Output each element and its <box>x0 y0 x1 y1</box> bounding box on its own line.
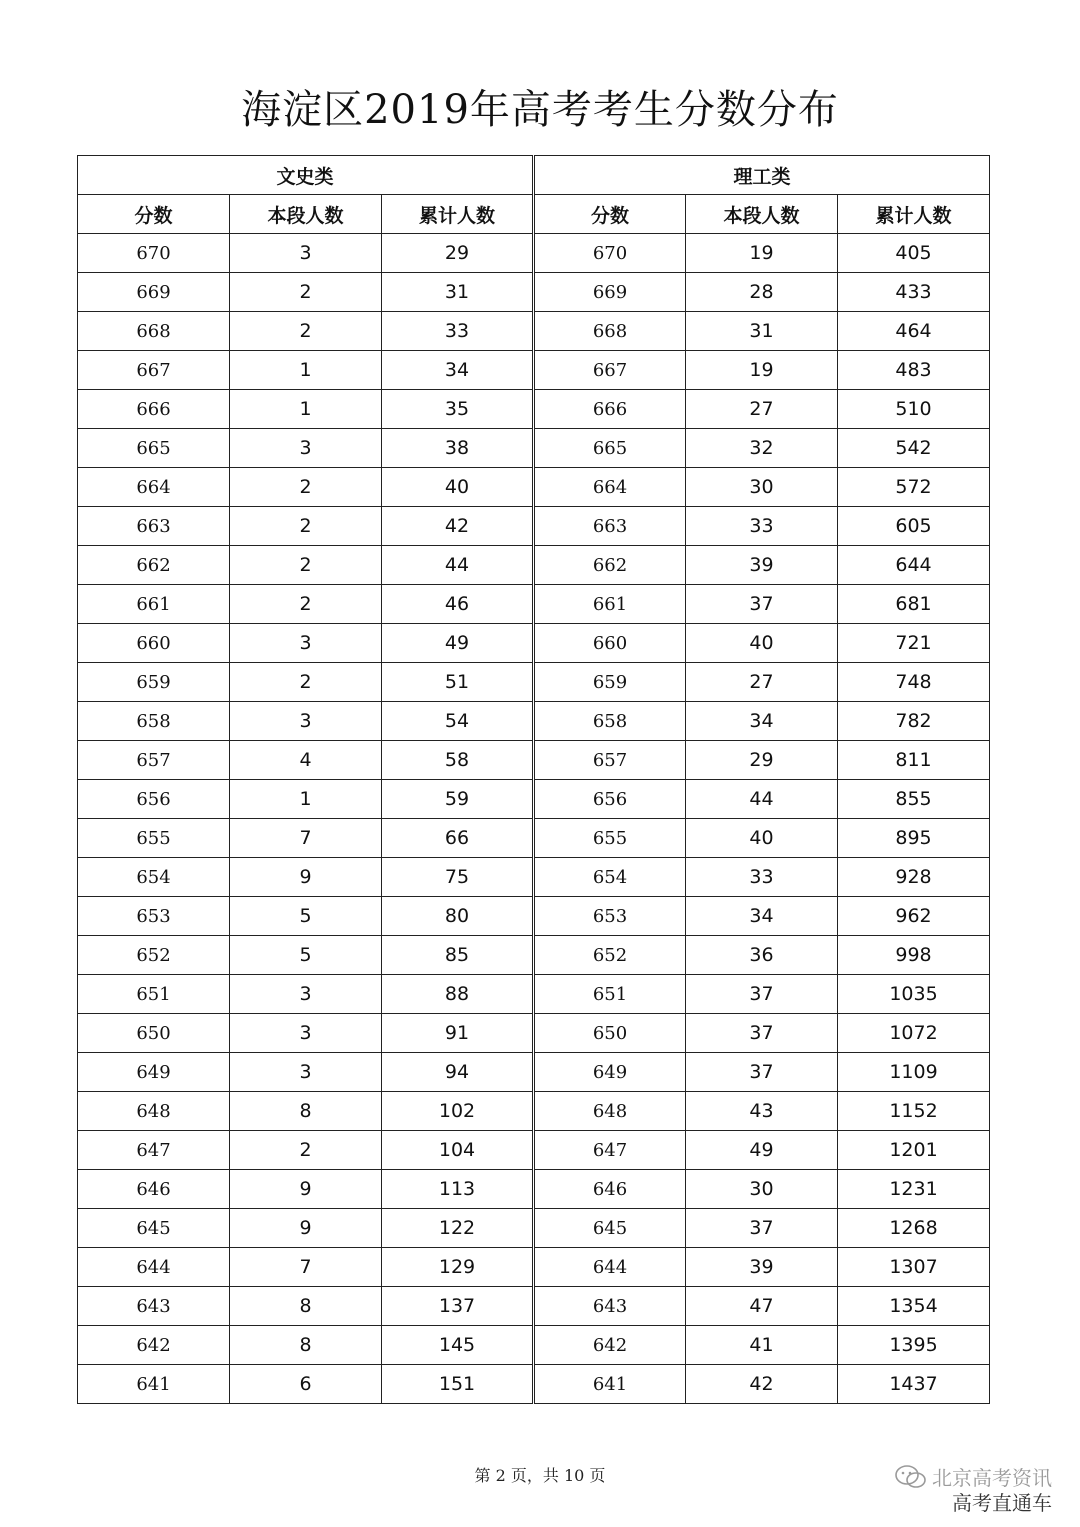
table-cell: 3 <box>230 1014 382 1053</box>
table-cell: 2 <box>230 273 382 312</box>
table-cell: 666 <box>78 390 230 429</box>
group-header-wenshi: 文史类 <box>78 156 534 195</box>
table-row <box>78 273 990 312</box>
table-cell: 49 <box>382 624 534 663</box>
table-cell: 40 <box>686 624 838 663</box>
table-cell: 1035 <box>838 975 990 1014</box>
table-cell: 3 <box>230 975 382 1014</box>
table-cell: 928 <box>838 858 990 897</box>
table-cell: 30 <box>686 1170 838 1209</box>
table-cell: 3 <box>230 234 382 273</box>
table-cell: 40 <box>382 468 534 507</box>
table-cell: 660 <box>78 624 230 663</box>
table-cell: 653 <box>534 897 686 936</box>
table-cell: 895 <box>838 819 990 858</box>
table-row <box>78 585 990 624</box>
table-cell: 605 <box>838 507 990 546</box>
table-row <box>78 858 990 897</box>
table-cell: 27 <box>686 663 838 702</box>
table-cell: 681 <box>838 585 990 624</box>
table-row <box>78 780 990 819</box>
table-row <box>78 507 990 546</box>
table-cell: 151 <box>382 1365 534 1404</box>
table-cell: 644 <box>78 1248 230 1287</box>
watermark-subtitle: 高考直通车 <box>952 1491 1052 1515</box>
table-cell: 38 <box>382 429 534 468</box>
table-cell: 129 <box>382 1248 534 1287</box>
table-cell: 962 <box>838 897 990 936</box>
table-cell: 646 <box>534 1170 686 1209</box>
table-cell: 41 <box>686 1326 838 1365</box>
table-cell: 94 <box>382 1053 534 1092</box>
table-cell: 6 <box>230 1365 382 1404</box>
table-cell: 5 <box>230 897 382 936</box>
table-cell: 658 <box>534 702 686 741</box>
table-cell: 998 <box>838 936 990 975</box>
table-cell: 721 <box>838 624 990 663</box>
table-cell: 649 <box>78 1053 230 1092</box>
table-cell: 669 <box>78 273 230 312</box>
table-cell: 2 <box>230 663 382 702</box>
table-cell: 652 <box>78 936 230 975</box>
table-cell: 1072 <box>838 1014 990 1053</box>
table-cell: 1 <box>230 390 382 429</box>
table-cell: 648 <box>78 1092 230 1131</box>
group-header-ligong: 理工类 <box>534 156 990 195</box>
table-row <box>78 1209 990 1248</box>
table-row <box>78 351 990 390</box>
table-cell: 3 <box>230 702 382 741</box>
table-row <box>78 546 990 585</box>
table-cell: 650 <box>534 1014 686 1053</box>
table-cell: 659 <box>78 663 230 702</box>
table-cell: 7 <box>230 819 382 858</box>
table-cell: 1201 <box>838 1131 990 1170</box>
table-cell: 643 <box>78 1287 230 1326</box>
table-cell: 29 <box>686 741 838 780</box>
wechat-icon <box>894 1464 928 1490</box>
table-cell: 33 <box>686 858 838 897</box>
table-row <box>78 390 990 429</box>
table-cell: 645 <box>78 1209 230 1248</box>
table-cell: 653 <box>78 897 230 936</box>
table-row <box>78 741 990 780</box>
table-cell: 542 <box>838 429 990 468</box>
table-cell: 2 <box>230 468 382 507</box>
table-cell: 3 <box>230 1053 382 1092</box>
table-row <box>78 1326 990 1365</box>
table-cell: 811 <box>838 741 990 780</box>
table-cell: 670 <box>78 234 230 273</box>
table-row <box>78 429 990 468</box>
table-cell: 35 <box>382 390 534 429</box>
table-cell: 27 <box>686 390 838 429</box>
table-cell: 1 <box>230 780 382 819</box>
table-cell: 644 <box>838 546 990 585</box>
table-cell: 39 <box>686 1248 838 1287</box>
table-cell: 59 <box>382 780 534 819</box>
table-cell: 652 <box>534 936 686 975</box>
table-cell: 2 <box>230 585 382 624</box>
table-cell: 510 <box>838 390 990 429</box>
table-cell: 651 <box>534 975 686 1014</box>
table-cell: 88 <box>382 975 534 1014</box>
table-cell: 657 <box>78 741 230 780</box>
table-row <box>78 936 990 975</box>
table-row <box>78 1131 990 1170</box>
table-cell: 656 <box>78 780 230 819</box>
table-cell: 1395 <box>838 1326 990 1365</box>
table-row <box>78 819 990 858</box>
table-cell: 644 <box>534 1248 686 1287</box>
table-cell: 667 <box>78 351 230 390</box>
table-cell: 782 <box>838 702 990 741</box>
watermark <box>894 1462 1052 1516</box>
table-cell: 665 <box>534 429 686 468</box>
table-cell: 1109 <box>838 1053 990 1092</box>
table-cell: 31 <box>382 273 534 312</box>
table-cell: 33 <box>686 507 838 546</box>
column-header: 分数 <box>78 195 230 234</box>
table-cell: 34 <box>686 702 838 741</box>
table-cell: 642 <box>534 1326 686 1365</box>
table-cell: 1 <box>230 351 382 390</box>
table-cell: 9 <box>230 858 382 897</box>
table-row <box>78 975 990 1014</box>
table-cell: 664 <box>78 468 230 507</box>
page-footer: 第 2 页，共 10 页 <box>474 1466 606 1485</box>
table-cell: 654 <box>534 858 686 897</box>
column-header: 累计人数 <box>838 195 990 234</box>
table-cell: 39 <box>686 546 838 585</box>
table-cell: 29 <box>382 234 534 273</box>
table-cell: 75 <box>382 858 534 897</box>
table-cell: 43 <box>686 1092 838 1131</box>
table-cell: 641 <box>534 1365 686 1404</box>
table-cell: 44 <box>382 546 534 585</box>
table-row <box>78 1014 990 1053</box>
table-cell: 104 <box>382 1131 534 1170</box>
table-row <box>78 312 990 351</box>
table-cell: 49 <box>686 1131 838 1170</box>
table-row <box>78 1053 990 1092</box>
table-cell: 662 <box>534 546 686 585</box>
table-cell: 1354 <box>838 1287 990 1326</box>
table-cell: 645 <box>534 1209 686 1248</box>
table-cell: 28 <box>686 273 838 312</box>
table-cell: 137 <box>382 1287 534 1326</box>
column-header: 本段人数 <box>230 195 382 234</box>
table-cell: 7 <box>230 1248 382 1287</box>
table-row <box>78 468 990 507</box>
table-cell: 668 <box>78 312 230 351</box>
table-cell: 433 <box>838 273 990 312</box>
table-cell: 1268 <box>838 1209 990 1248</box>
table-cell: 51 <box>382 663 534 702</box>
score-distribution-table <box>77 155 990 1404</box>
table-cell: 664 <box>534 468 686 507</box>
table-cell: 657 <box>534 741 686 780</box>
table-cell: 661 <box>534 585 686 624</box>
table-cell: 1231 <box>838 1170 990 1209</box>
table-cell: 661 <box>78 585 230 624</box>
table-cell: 642 <box>78 1326 230 1365</box>
table-row <box>78 702 990 741</box>
table-cell: 641 <box>78 1365 230 1404</box>
table-cell: 31 <box>686 312 838 351</box>
table-cell: 656 <box>534 780 686 819</box>
table-cell: 1437 <box>838 1365 990 1404</box>
table-cell: 663 <box>534 507 686 546</box>
table-cell: 102 <box>382 1092 534 1131</box>
table-row <box>78 897 990 936</box>
table-cell: 650 <box>78 1014 230 1053</box>
table-cell: 34 <box>686 897 838 936</box>
table-row <box>78 1248 990 1287</box>
table-cell: 1152 <box>838 1092 990 1131</box>
table-cell: 572 <box>838 468 990 507</box>
table-cell: 30 <box>686 468 838 507</box>
table-row <box>78 234 990 273</box>
table-cell: 665 <box>78 429 230 468</box>
table-cell: 8 <box>230 1092 382 1131</box>
table-cell: 647 <box>534 1131 686 1170</box>
table-cell: 660 <box>534 624 686 663</box>
table-cell: 34 <box>382 351 534 390</box>
table-cell: 3 <box>230 429 382 468</box>
table-cell: 654 <box>78 858 230 897</box>
table-body <box>78 234 990 1404</box>
table-cell: 405 <box>838 234 990 273</box>
column-header: 分数 <box>534 195 686 234</box>
table-cell: 145 <box>382 1326 534 1365</box>
table-cell: 58 <box>382 741 534 780</box>
table-cell: 483 <box>838 351 990 390</box>
group-header-row <box>78 156 990 195</box>
table-cell: 37 <box>686 1014 838 1053</box>
table-cell: 32 <box>686 429 838 468</box>
table-cell: 649 <box>534 1053 686 1092</box>
table-cell: 42 <box>686 1365 838 1404</box>
table-cell: 37 <box>686 975 838 1014</box>
table-row <box>78 663 990 702</box>
table-cell: 5 <box>230 936 382 975</box>
table-cell: 655 <box>534 819 686 858</box>
table-cell: 748 <box>838 663 990 702</box>
page-title: 海淀区2019年高考考生分数分布 <box>241 87 839 133</box>
table-cell: 19 <box>686 234 838 273</box>
table-cell: 37 <box>686 1053 838 1092</box>
table-cell: 46 <box>382 585 534 624</box>
table-cell: 647 <box>78 1131 230 1170</box>
column-header: 本段人数 <box>686 195 838 234</box>
table-cell: 8 <box>230 1287 382 1326</box>
table-cell: 667 <box>534 351 686 390</box>
table-cell: 643 <box>534 1287 686 1326</box>
table-cell: 3 <box>230 624 382 663</box>
table-cell: 646 <box>78 1170 230 1209</box>
table-row <box>78 1092 990 1131</box>
table-cell: 33 <box>382 312 534 351</box>
table-row <box>78 624 990 663</box>
table-cell: 663 <box>78 507 230 546</box>
table-cell: 655 <box>78 819 230 858</box>
table-row <box>78 1287 990 1326</box>
table-cell: 44 <box>686 780 838 819</box>
table-cell: 36 <box>686 936 838 975</box>
table-cell: 40 <box>686 819 838 858</box>
table-cell: 80 <box>382 897 534 936</box>
table-cell: 669 <box>534 273 686 312</box>
table-cell: 1307 <box>838 1248 990 1287</box>
table-cell: 54 <box>382 702 534 741</box>
table-cell: 651 <box>78 975 230 1014</box>
table-cell: 9 <box>230 1170 382 1209</box>
table-cell: 2 <box>230 1131 382 1170</box>
table-cell: 37 <box>686 1209 838 1248</box>
table-cell: 662 <box>78 546 230 585</box>
table-cell: 42 <box>382 507 534 546</box>
table-cell: 666 <box>534 390 686 429</box>
table-cell: 113 <box>382 1170 534 1209</box>
table-cell: 85 <box>382 936 534 975</box>
column-header-row <box>78 195 990 234</box>
table-cell: 668 <box>534 312 686 351</box>
table-cell: 658 <box>78 702 230 741</box>
table-cell: 91 <box>382 1014 534 1053</box>
table-cell: 19 <box>686 351 838 390</box>
table-cell: 2 <box>230 507 382 546</box>
table-cell: 659 <box>534 663 686 702</box>
table-row <box>78 1170 990 1209</box>
table-cell: 8 <box>230 1326 382 1365</box>
table-cell: 4 <box>230 741 382 780</box>
column-header: 累计人数 <box>382 195 534 234</box>
table-cell: 2 <box>230 312 382 351</box>
table-row <box>78 1365 990 1404</box>
table-cell: 648 <box>534 1092 686 1131</box>
table-cell: 855 <box>838 780 990 819</box>
table-cell: 464 <box>838 312 990 351</box>
table-cell: 2 <box>230 546 382 585</box>
table-cell: 37 <box>686 585 838 624</box>
table-cell: 9 <box>230 1209 382 1248</box>
table-cell: 670 <box>534 234 686 273</box>
table-cell: 122 <box>382 1209 534 1248</box>
table-cell: 47 <box>686 1287 838 1326</box>
table-cell: 66 <box>382 819 534 858</box>
watermark-account: 北京高考资讯 <box>932 1466 1052 1490</box>
